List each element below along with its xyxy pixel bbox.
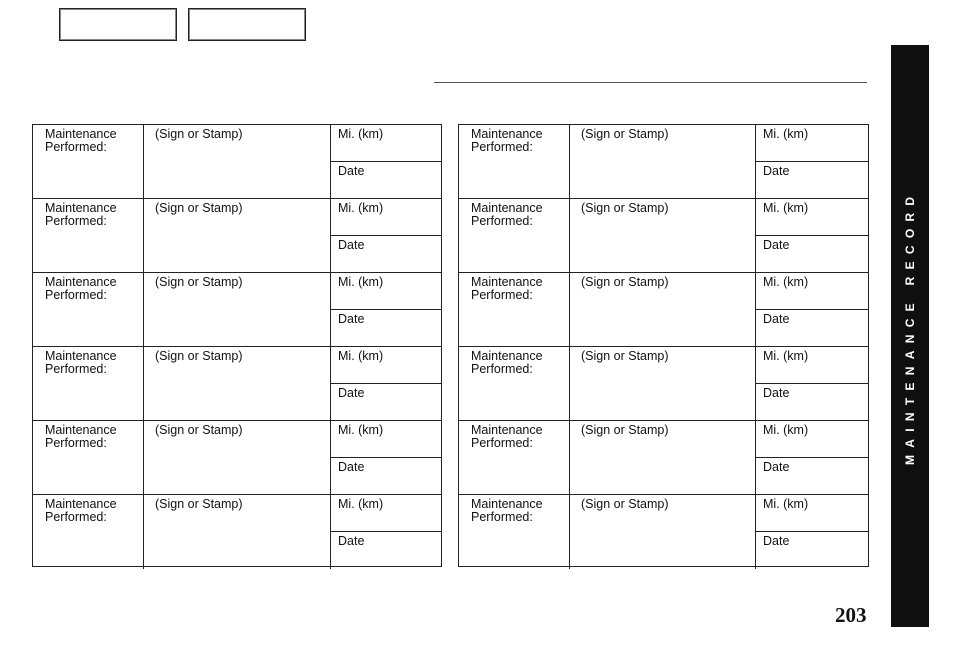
mileage-date-divider <box>330 161 441 162</box>
maintenance-performed-label: Performed: <box>471 288 533 302</box>
record-row <box>33 495 441 569</box>
header-box-left <box>59 8 177 41</box>
sign-or-stamp-label: (Sign or Stamp) <box>155 275 243 289</box>
mileage-label: Mi. (km) <box>338 423 384 437</box>
maintenance-performed-label: Maintenance <box>471 127 543 141</box>
column-divider <box>569 347 570 420</box>
date-label: Date <box>338 164 365 178</box>
mileage-date-divider <box>330 457 441 458</box>
section-title: MAINTENANCE RECORD <box>903 189 917 466</box>
mileage-date-divider <box>755 383 868 384</box>
maintenance-performed-label: Performed: <box>471 140 533 154</box>
column-divider <box>569 199 570 272</box>
column-divider <box>143 347 144 420</box>
record-row <box>459 495 868 569</box>
date-label: Date <box>763 312 790 326</box>
maintenance-performed-label: Performed: <box>45 436 107 450</box>
maintenance-table-left <box>32 124 442 567</box>
column-divider <box>569 495 570 569</box>
maintenance-performed-label: Performed: <box>471 436 533 450</box>
column-divider <box>569 273 570 346</box>
maintenance-performed-label: Maintenance <box>471 349 543 363</box>
maintenance-performed-label: Maintenance <box>471 497 543 511</box>
sign-or-stamp-label: (Sign or Stamp) <box>581 127 669 141</box>
sign-or-stamp-label: (Sign or Stamp) <box>581 497 669 511</box>
record-row <box>33 125 441 199</box>
page-number: 203 <box>835 603 867 627</box>
record-row <box>459 347 868 421</box>
record-row <box>33 273 441 347</box>
mileage-label: Mi. (km) <box>338 349 384 363</box>
maintenance-performed-label: Maintenance <box>471 275 543 289</box>
mileage-label: Mi. (km) <box>338 275 384 289</box>
date-label: Date <box>763 460 790 474</box>
maintenance-performed-label: Performed: <box>45 362 107 376</box>
mileage-date-divider <box>330 531 441 532</box>
mileage-date-divider <box>755 309 868 310</box>
mileage-date-divider <box>755 161 868 162</box>
mileage-label: Mi. (km) <box>763 423 809 437</box>
maintenance-table-right <box>458 124 869 567</box>
sign-or-stamp-label: (Sign or Stamp) <box>155 423 243 437</box>
column-divider <box>143 421 144 494</box>
maintenance-performed-label: Maintenance <box>45 497 117 511</box>
column-divider <box>143 199 144 272</box>
maintenance-performed-label: Performed: <box>471 214 533 228</box>
column-divider <box>330 495 331 569</box>
record-row <box>459 199 868 273</box>
mileage-date-divider <box>755 235 868 236</box>
record-row <box>459 273 868 347</box>
date-label: Date <box>338 238 365 252</box>
sign-or-stamp-label: (Sign or Stamp) <box>581 201 669 215</box>
date-label: Date <box>338 312 365 326</box>
maintenance-performed-label: Performed: <box>45 288 107 302</box>
mileage-label: Mi. (km) <box>338 497 384 511</box>
date-label: Date <box>338 460 365 474</box>
mileage-label: Mi. (km) <box>338 201 384 215</box>
record-row <box>459 421 868 495</box>
date-label: Date <box>338 386 365 400</box>
record-row <box>33 421 441 495</box>
sign-or-stamp-label: (Sign or Stamp) <box>581 349 669 363</box>
maintenance-performed-label: Maintenance <box>45 349 117 363</box>
mileage-label: Mi. (km) <box>338 127 384 141</box>
maintenance-performed-label: Performed: <box>45 510 107 524</box>
column-divider <box>569 421 570 494</box>
mileage-label: Mi. (km) <box>763 127 809 141</box>
maintenance-performed-label: Maintenance <box>45 201 117 215</box>
mileage-date-divider <box>755 531 868 532</box>
maintenance-performed-label: Maintenance <box>471 423 543 437</box>
mileage-date-divider <box>330 383 441 384</box>
sign-or-stamp-label: (Sign or Stamp) <box>155 497 243 511</box>
sign-or-stamp-label: (Sign or Stamp) <box>581 423 669 437</box>
date-label: Date <box>338 534 365 548</box>
sign-or-stamp-label: (Sign or Stamp) <box>155 127 243 141</box>
mileage-label: Mi. (km) <box>763 275 809 289</box>
sign-or-stamp-label: (Sign or Stamp) <box>155 201 243 215</box>
maintenance-performed-label: Performed: <box>471 510 533 524</box>
column-divider <box>569 125 570 198</box>
maintenance-performed-label: Performed: <box>471 362 533 376</box>
record-row <box>459 125 868 199</box>
date-label: Date <box>763 238 790 252</box>
mileage-label: Mi. (km) <box>763 497 809 511</box>
sign-or-stamp-label: (Sign or Stamp) <box>155 349 243 363</box>
sign-or-stamp-label: (Sign or Stamp) <box>581 275 669 289</box>
maintenance-performed-label: Maintenance <box>45 127 117 141</box>
column-divider <box>143 125 144 198</box>
date-label: Date <box>763 534 790 548</box>
mileage-label: Mi. (km) <box>763 201 809 215</box>
header-rule <box>434 82 867 83</box>
record-row <box>33 347 441 421</box>
column-divider <box>143 273 144 346</box>
mileage-date-divider <box>755 457 868 458</box>
record-row <box>33 199 441 273</box>
maintenance-performed-label: Performed: <box>45 214 107 228</box>
header-box-right <box>188 8 306 41</box>
maintenance-performed-label: Maintenance <box>471 201 543 215</box>
mileage-date-divider <box>330 235 441 236</box>
mileage-label: Mi. (km) <box>763 349 809 363</box>
mileage-date-divider <box>330 309 441 310</box>
column-divider <box>143 495 144 569</box>
maintenance-performed-label: Maintenance <box>45 275 117 289</box>
date-label: Date <box>763 386 790 400</box>
maintenance-performed-label: Performed: <box>45 140 107 154</box>
column-divider <box>755 495 756 569</box>
date-label: Date <box>763 164 790 178</box>
maintenance-performed-label: Maintenance <box>45 423 117 437</box>
